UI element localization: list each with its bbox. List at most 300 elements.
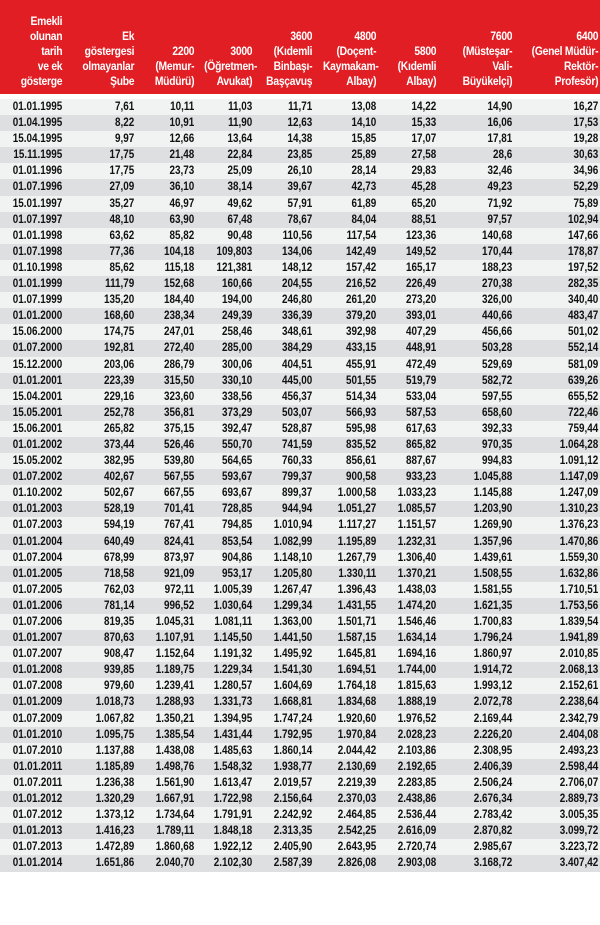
date-cell: 01.01.2007 (12, 632, 63, 645)
value-cell: 192,81 (104, 342, 135, 355)
date-cell: 01.01.2009 (12, 696, 63, 709)
value-cell: 17,53 (573, 117, 599, 130)
value-cell: 1.151,57 (397, 519, 437, 532)
value-cell: 3.223,72 (559, 841, 599, 854)
value-cell: 1.791,91 (213, 809, 253, 822)
value-cell: 1.764,18 (337, 680, 377, 693)
table-row (0, 662, 600, 678)
value-cell: 819,35 (104, 616, 135, 628)
table-row (0, 421, 600, 437)
value-cell: 90,48 (227, 229, 253, 242)
value-cell: 1.431,55 (337, 599, 377, 612)
value-cell: 528,19 (104, 503, 135, 516)
table-row (0, 324, 600, 340)
value-cell: 204,55 (282, 278, 313, 291)
value-cell: 1.860,68 (155, 841, 195, 854)
table-row (0, 437, 600, 453)
value-cell: 13,64 (227, 133, 253, 146)
value-cell: 2.313,35 (273, 825, 313, 838)
value-cell: 110,56 (282, 229, 313, 242)
value-cell: 1.501,71 (337, 616, 377, 628)
value-cell: 514,34 (346, 390, 377, 403)
date-cell: 15.12.2000 (12, 358, 63, 371)
value-cell: 238,34 (164, 310, 195, 323)
value-cell: 501,02 (568, 326, 599, 339)
value-cell: 160,66 (222, 278, 253, 291)
table-row (0, 678, 600, 694)
value-cell: 17,75 (109, 149, 135, 162)
value-cell: 1.914,72 (473, 664, 513, 677)
value-cell: 502,67 (104, 487, 135, 500)
value-cell: 1.439,61 (473, 551, 513, 564)
date-cell: 15.04.1995 (12, 133, 63, 146)
value-cell: 9,97 (115, 133, 135, 146)
value-cell: 933,23 (406, 471, 437, 484)
value-cell: 1.651,86 (95, 857, 135, 870)
value-cell: 1.030,64 (213, 599, 253, 612)
value-cell: 2.072,78 (473, 696, 513, 709)
value-cell: 273,20 (406, 294, 437, 307)
value-cell: 1.667,91 (155, 793, 195, 806)
value-cell: 356,81 (164, 406, 195, 419)
value-cell: 10,91 (169, 117, 195, 130)
table-row (0, 823, 600, 839)
value-cell: 2.044,42 (337, 744, 377, 757)
value-cell: 566,93 (346, 406, 377, 419)
value-cell: 1.373,12 (95, 809, 135, 822)
date-cell: 01.07.2013 (12, 841, 63, 854)
value-cell: 1.541,30 (273, 664, 313, 677)
value-cell: 229,16 (104, 390, 135, 403)
value-cell: 865,82 (406, 438, 437, 451)
value-cell: 1.280,57 (213, 680, 253, 693)
value-cell: 445,00 (282, 374, 313, 387)
value-cell: 25,89 (351, 149, 377, 162)
date-cell: 01.01.2006 (12, 599, 63, 612)
value-cell: 375,15 (164, 422, 195, 435)
table-row (0, 566, 600, 582)
value-cell: 45,28 (411, 181, 437, 194)
table-row (0, 485, 600, 501)
table-row (0, 340, 600, 356)
date-cell: 01.01.2011 (13, 760, 63, 773)
value-cell: 2.238,64 (559, 696, 599, 709)
value-cell: 203,06 (104, 358, 135, 371)
value-cell: 3.168,72 (473, 857, 513, 870)
value-cell: 115,18 (164, 261, 195, 274)
value-cell: 1.310,23 (559, 503, 599, 516)
value-cell: 1.581,55 (473, 583, 513, 596)
value-cell: 2.192,65 (397, 760, 437, 773)
date-cell: 01.01.1999 (12, 278, 63, 291)
value-cell: 393,01 (406, 310, 437, 323)
table-row (0, 855, 600, 871)
table-row (0, 308, 600, 324)
value-cell: 1.363,00 (273, 616, 313, 628)
value-cell: 2.587,39 (273, 857, 313, 870)
value-cell: 1.147,09 (559, 471, 599, 484)
value-cell: 1.396,43 (337, 583, 377, 596)
table-row (0, 807, 600, 823)
value-cell: 1.195,89 (337, 535, 377, 548)
table-row (0, 469, 600, 485)
value-cell: 1.470,86 (559, 535, 599, 548)
value-cell: 1.091,12 (559, 455, 599, 468)
value-cell: 1.485,63 (213, 744, 253, 757)
value-cell: 88,51 (411, 213, 437, 226)
value-cell: 261,20 (346, 294, 377, 307)
value-cell: 1.145,50 (213, 632, 253, 645)
value-cell: 762,03 (104, 583, 135, 596)
value-cell: 392,98 (346, 326, 377, 339)
value-cell: 1.796,24 (473, 632, 513, 645)
value-cell: 904,86 (222, 551, 253, 564)
value-cell: 29,83 (411, 165, 437, 178)
value-cell: 1.621,35 (473, 599, 513, 612)
date-cell: 01.07.2002 (12, 471, 63, 484)
value-cell: 147,66 (568, 229, 599, 242)
value-cell: 15,85 (351, 133, 377, 146)
value-cell: 1.117,27 (338, 519, 377, 532)
value-cell: 17,75 (109, 165, 135, 178)
value-cell: 953,17 (222, 567, 253, 580)
value-cell: 640,49 (104, 535, 135, 548)
value-cell: 678,99 (104, 551, 135, 564)
value-cell: 1.033,23 (397, 487, 437, 500)
value-cell: 1.922,12 (213, 841, 253, 854)
value-cell: 2.019,57 (273, 776, 313, 789)
value-cell: 2.506,24 (473, 776, 513, 789)
value-cell: 921,09 (164, 567, 195, 580)
value-cell: 373,44 (104, 438, 135, 451)
value-cell: 1.267,79 (337, 551, 377, 564)
value-cell: 246,80 (282, 294, 313, 307)
table-row (0, 727, 600, 743)
value-cell: 49,23 (487, 181, 513, 194)
value-cell: 2.985,67 (473, 841, 513, 854)
value-cell: 65,20 (411, 197, 437, 210)
value-cell: 1.288,93 (155, 696, 195, 709)
value-cell: 1.498,76 (155, 760, 195, 773)
value-cell: 593,67 (222, 471, 253, 484)
value-cell: 2.536,44 (397, 809, 437, 822)
value-cell: 856,61 (346, 455, 377, 468)
value-cell: 78,67 (287, 213, 313, 226)
value-cell: 728,85 (222, 503, 253, 516)
value-cell: 1.431,44 (213, 728, 253, 741)
value-cell: 722,46 (568, 406, 599, 419)
value-cell: 1.834,68 (337, 696, 377, 709)
value-cell: 944,94 (282, 503, 313, 516)
value-cell: 1.267,47 (273, 583, 313, 596)
value-cell: 526,46 (164, 438, 195, 451)
value-cell: 2.040,70 (155, 857, 195, 870)
value-cell: 3.005,35 (559, 809, 599, 822)
table-row (0, 131, 600, 147)
value-cell: 2.783,42 (473, 809, 513, 822)
value-cell: 658,60 (482, 406, 513, 419)
date-cell: 01.01.2005 (12, 567, 63, 580)
value-cell: 1.107,91 (155, 632, 195, 645)
date-cell: 01.01.1998 (12, 229, 63, 242)
value-cell: 1.229,34 (213, 664, 253, 677)
value-cell: 140,68 (482, 229, 513, 242)
value-cell: 15,33 (411, 117, 437, 130)
value-cell: 1.189,75 (155, 664, 195, 677)
value-cell: 1.152,64 (155, 648, 195, 661)
value-cell: 178,87 (568, 245, 599, 258)
value-cell: 824,41 (164, 535, 195, 548)
table-row (0, 163, 600, 179)
value-cell: 519,79 (406, 374, 437, 387)
table-row (0, 694, 600, 710)
value-cell: 996,52 (164, 599, 195, 612)
table-row (0, 453, 600, 469)
value-cell: 2.156,64 (273, 793, 313, 806)
value-cell: 184,40 (164, 294, 195, 307)
value-cell: 594,19 (104, 519, 135, 532)
table-row (0, 630, 600, 646)
value-cell: 326,00 (482, 294, 513, 307)
date-cell: 01.07.2012 (12, 809, 63, 822)
value-cell: 908,47 (104, 648, 135, 661)
table-row (0, 791, 600, 807)
table-row (0, 292, 600, 308)
value-cell: 1.010,94 (273, 519, 313, 532)
value-cell: 701,41 (164, 503, 195, 516)
value-cell: 1.205,80 (273, 567, 313, 580)
value-cell: 597,55 (482, 390, 513, 403)
value-cell: 760,33 (282, 455, 313, 468)
table-row (0, 501, 600, 517)
date-cell: 01.01.2013 (12, 825, 63, 838)
value-cell: 21,48 (169, 149, 195, 162)
date-cell: 01.04.1995 (12, 117, 63, 130)
value-cell: 1.941,89 (559, 632, 599, 645)
value-cell: 121,381 (216, 261, 253, 274)
value-cell: 16,27 (573, 101, 599, 113)
value-cell: 338,56 (222, 390, 253, 403)
value-cell: 148,12 (282, 261, 313, 274)
value-cell: 373,29 (222, 406, 253, 419)
value-cell: 1.085,57 (397, 503, 437, 516)
date-cell: 01.01.2008 (12, 664, 63, 677)
value-cell: 149,52 (406, 245, 437, 258)
value-cell: 2.103,86 (397, 744, 437, 757)
table-row (0, 711, 600, 727)
value-cell: 759,44 (568, 422, 599, 435)
value-cell: 1.306,40 (397, 551, 437, 564)
table-row (0, 534, 600, 550)
value-cell: 34,96 (573, 165, 599, 178)
value-cell: 1.747,24 (273, 712, 313, 725)
value-cell: 1.613,47 (213, 776, 253, 789)
value-cell: 2.404,08 (559, 728, 599, 741)
value-cell: 35,27 (109, 197, 135, 210)
value-cell: 2.308,95 (473, 744, 513, 757)
header-6400-column: 6400 (Genel Müdür- Rektör- Profesör) (531, 29, 599, 88)
value-cell: 900,58 (346, 471, 377, 484)
header-no-indicator-column: Ek göstergesi olmayanlar Şube (82, 29, 135, 88)
value-cell: 1.067,82 (95, 712, 135, 725)
date-cell: 15.06.2000 (12, 326, 63, 339)
value-cell: 899,37 (282, 487, 313, 500)
value-cell: 1.604,69 (273, 680, 313, 693)
value-cell: 1.438,08 (155, 744, 195, 757)
value-cell: 28,6 (493, 149, 513, 162)
value-cell: 483,47 (568, 310, 599, 323)
value-cell: 1.559,30 (559, 551, 599, 564)
date-cell: 01.10.2002 (12, 487, 63, 500)
value-cell: 2.438,86 (397, 793, 437, 806)
value-cell: 22,84 (227, 149, 253, 162)
date-cell: 01.01.1996 (12, 165, 63, 178)
date-cell: 15.11.1995 (13, 149, 63, 162)
table-row (0, 759, 600, 775)
value-cell: 1.018,73 (95, 696, 135, 709)
value-cell: 1.815,63 (397, 680, 437, 693)
table-row (0, 775, 600, 791)
value-cell: 994,83 (482, 455, 513, 468)
value-cell: 134,06 (282, 245, 313, 258)
table-row (0, 260, 600, 276)
value-cell: 11,03 (228, 101, 253, 113)
value-cell: 639,26 (568, 374, 599, 387)
table-row (0, 743, 600, 759)
value-cell: 1.137,88 (95, 744, 135, 757)
value-cell: 595,98 (346, 422, 377, 435)
value-cell: 1.848,18 (213, 825, 253, 838)
value-cell: 188,23 (482, 261, 513, 274)
value-cell: 2.068,13 (559, 664, 599, 677)
value-cell: 258,46 (222, 326, 253, 339)
value-cell: 533,04 (406, 390, 437, 403)
date-cell: 01.01.2003 (12, 503, 63, 516)
table-row (0, 646, 600, 662)
value-cell: 270,38 (482, 278, 513, 291)
date-cell: 01.07.2011 (13, 776, 63, 789)
value-cell: 13,08 (351, 101, 377, 113)
date-cell: 15.05.2001 (12, 406, 63, 419)
value-cell: 2.226,20 (473, 728, 513, 741)
value-cell: 979,60 (104, 680, 135, 693)
value-cell: 503,28 (482, 342, 513, 355)
value-cell: 30,63 (573, 149, 599, 162)
table-row (0, 244, 600, 260)
value-cell: 226,49 (406, 278, 437, 291)
value-cell: 104,18 (164, 245, 195, 258)
value-cell: 67,48 (227, 213, 253, 226)
value-cell: 617,63 (406, 422, 437, 435)
value-cell: 26,10 (287, 165, 313, 178)
value-cell: 1.561,90 (155, 776, 195, 789)
value-cell: 870,63 (104, 632, 135, 645)
value-cell: 1.645,81 (337, 648, 377, 661)
value-cell: 567,55 (164, 471, 195, 484)
date-cell: 15.04.2001 (12, 390, 63, 403)
value-cell: 152,68 (164, 278, 195, 291)
value-cell: 1.350,21 (155, 712, 195, 725)
value-cell: 2.130,69 (337, 760, 377, 773)
date-cell: 01.07.2009 (12, 712, 63, 725)
value-cell: 2.405,90 (273, 841, 313, 854)
value-cell: 1.694,16 (397, 648, 437, 661)
table-row (0, 115, 600, 131)
value-cell: 102,94 (568, 213, 599, 226)
value-cell: 23,85 (287, 149, 313, 162)
value-cell: 194,00 (222, 294, 253, 307)
date-cell: 01.07.2007 (12, 648, 63, 661)
value-cell: 1.045,31 (155, 616, 195, 628)
value-cell: 392,33 (482, 422, 513, 435)
value-cell: 970,35 (482, 438, 513, 451)
value-cell: 1.920,60 (337, 712, 377, 725)
date-cell: 01.07.2006 (12, 616, 63, 628)
value-cell: 1.095,75 (95, 728, 135, 741)
value-cell: 135,20 (104, 294, 135, 307)
value-cell: 315,50 (164, 374, 195, 387)
value-cell: 14,90 (487, 101, 513, 113)
value-cell: 741,59 (282, 438, 313, 451)
value-cell: 2.706,07 (559, 776, 599, 789)
value-cell: 402,67 (104, 471, 135, 484)
date-cell: 01.07.2003 (12, 519, 63, 532)
value-cell: 456,66 (482, 326, 513, 339)
value-cell: 1.416,23 (95, 825, 135, 838)
value-cell: 1.938,77 (273, 760, 313, 773)
value-cell: 1.970,84 (337, 728, 377, 741)
value-cell: 2.889,73 (559, 793, 599, 806)
date-cell: 01.07.2008 (12, 680, 63, 693)
value-cell: 14,38 (287, 133, 313, 146)
value-cell: 1.993,12 (473, 680, 513, 693)
value-cell: 8,22 (115, 117, 135, 130)
value-cell: 27,09 (109, 181, 135, 194)
value-cell: 472,49 (406, 358, 437, 371)
value-cell: 46,97 (169, 197, 195, 210)
table-row (0, 276, 600, 292)
value-cell: 2.826,08 (337, 857, 377, 870)
value-cell: 1.976,52 (397, 712, 437, 725)
value-cell: 165,17 (406, 261, 437, 274)
value-cell: 2.370,03 (337, 793, 377, 806)
value-cell: 1.370,21 (397, 567, 437, 580)
value-cell: 799,37 (282, 471, 313, 484)
date-cell: 01.01.2004 (12, 535, 63, 548)
value-cell: 718,58 (104, 567, 135, 580)
value-cell: 1.734,64 (155, 809, 195, 822)
value-cell: 1.320,29 (95, 793, 135, 806)
value-cell: 433,15 (346, 342, 377, 355)
value-cell: 1.203,90 (473, 503, 513, 516)
value-cell: 49,62 (227, 197, 253, 210)
value-cell: 109,803 (216, 245, 253, 258)
value-cell: 28,14 (351, 165, 377, 178)
value-cell: 1.357,96 (473, 535, 513, 548)
table-row (0, 373, 600, 389)
value-cell: 1.839,54 (559, 616, 599, 628)
value-cell: 61,89 (351, 197, 377, 210)
value-cell: 440,66 (482, 310, 513, 323)
value-cell: 11,71 (288, 101, 313, 113)
value-cell: 1.587,15 (337, 632, 377, 645)
value-cell: 564,65 (222, 455, 253, 468)
value-cell: 111,79 (105, 278, 135, 291)
value-cell: 794,85 (222, 519, 253, 532)
value-cell: 1.668,81 (273, 696, 313, 709)
value-cell: 2.870,82 (473, 825, 513, 838)
value-cell: 330,10 (222, 374, 253, 387)
